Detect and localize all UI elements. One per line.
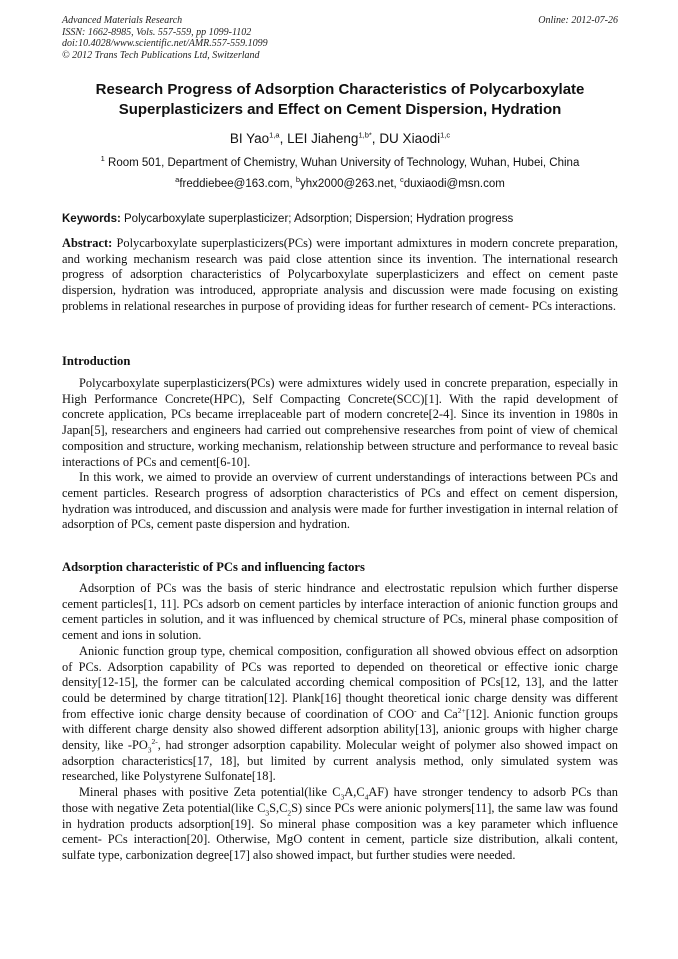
author-1-sup: 1,a [269, 130, 280, 140]
email-a[interactable]: freddiebee@163.com [179, 178, 290, 190]
running-header [62, 15, 618, 61]
adsorption-paragraph-3 [62, 785, 618, 864]
email-b[interactable]: yhx2000@263.net [300, 178, 394, 190]
author-1: BI Yao [229, 131, 270, 146]
journal-name: Advanced Materials Research [62, 15, 183, 26]
email-b-sup: b [295, 175, 301, 185]
adsorption-paragraph-2 [62, 644, 618, 785]
keywords-label: Keywords: [62, 213, 121, 225]
keywords-text: Polycarboxylate superplasticizer; Adsorption; Dispersion; Hydration progress [124, 213, 514, 225]
issn-line: ISSN: 1662-8985, Vols. 557-559, pp 1099-1102 [62, 26, 252, 38]
p3-part-b: A,C [344, 785, 365, 800]
doi-line: doi:10.4028/www.scientific.net/AMR.557-559.1099 [62, 38, 268, 49]
affiliation-text: Room 501, Department of Chemistry, Wuhan University of Technology, Wuhan, Hubei, China [108, 157, 580, 169]
p3-sub-3: 3 [265, 808, 270, 818]
p3-part-e: S) since PCs were anionic polymers[11], the same law was found in hydration products adsorption[19]. So mineral phase composition was a key parameter which influence cement- PCs interaction[20]. Otherwise, MgO content in cement, particle size distribution, alkali content, sulfate type, carbonization degree[17] also showed impact, but further studies were needed. [62, 800, 618, 862]
p2-sup-2: 2+ [457, 705, 466, 715]
affiliation-sup: 1 [100, 154, 105, 164]
intro-paragraph-1: Polycarboxylate superplasticizers(PCs) were admixtures widely used in concrete preparation, especially in High Performance Concrete(HPC), Self Compacting Concrete(SCC)[1]. With the rapid development of concrete application, PCs became irreplaceable part of modern concrete[2-4]. Since its invention in 1980s in Japan[5], researchers and engineers had carried out comprehensive researches from point of view of chemical composition and structure, working mechanism, relationship between structure and performance to reveal basic interactions of PCs and cement[6-10]. [62, 376, 618, 469]
title-line-2: Superplasticizers and Effect on Cement Dispersion, Hydration [118, 101, 562, 118]
intro-paragraph-2: In this work, we aimed to provide an overview of current understandings of interactions between PCs and cement particles. Research progress of adsorption characteristics of PCs and effect on cement dispersion, hydration was introduced, and discussion and analysis were made for further investigation in internal relation of adsorption of PCs, cement paste dispersion and hydration. [62, 470, 618, 532]
author-list: BI Yao$^{1,a}$, LEI Jiaheng$^{1,b*}$, DU Xiaodi$^{1,c}$ [229, 130, 451, 146]
author-2-sup: 1,b* [358, 130, 372, 140]
p3-part-d: S,C [269, 800, 288, 815]
paper-title [62, 80, 618, 120]
p2-sub-3: 3 [147, 745, 152, 755]
p3-sub-1: 3 [340, 792, 345, 802]
p2-part-a: Anionic function group type, chemical composition, configuration all showed obvious effect on adsorption of PCs. Adsorption capability of PCs was reported to depended on theoretical or effective ionic charge density[12-15], the former can be calculated according chemical composition of PCs[12, 13], and the latter could be determined by charge titration[12]. Plank[16] thought theoretical ionic charge density was different from effective ionic charge density because of coordination of COO [62, 643, 618, 721]
email-list: $^a$freddiebee@163.com, $^b$yhx2000@263.net, $^c$duxiaodi@msn.com [175, 175, 505, 190]
email-c-sup: c [399, 175, 404, 185]
affiliation [62, 154, 618, 169]
online-date: Online: 2012-07-26 [538, 15, 618, 26]
p2-part-d: , had stronger adsorption capability. Molecular weight of polymer also showed impact on adsorption characteristics[17, 18], but limited by current analysis method, only simulated system was researched, like Polystyrene Sulfonate[18]. [62, 738, 618, 784]
abstract [62, 236, 618, 315]
title-line-1: Research Progress of Adsorption Characteristics of Polycarboxylate [95, 81, 585, 98]
p3-part-a: Mineral phases with positive Zeta potential(like C [79, 785, 341, 800]
author-3-sup: 1,c [440, 130, 451, 140]
adsorption-paragraph-1: Adsorption of PCs was the basis of steric hindrance and electrostatic repulsion which further disperse cement particles[1, 11]. PCs adsorb on cement particles by interface interaction of anionic function groups and cement particles in solution, and it was influenced by chemical structure of PCs, mineral phase composition of cement and ions in solution. [62, 581, 618, 643]
adsorption-section [62, 581, 618, 864]
intro-section [62, 376, 618, 533]
p2-part-c: [12]. Anionic function groups with different charge density also showed different adsorption ability[13], anionic groups with higher charge density, like -PO [62, 706, 618, 753]
intro-heading: Introduction [62, 354, 131, 368]
adsorption-heading: Adsorption characteristic of PCs and influencing factors [62, 560, 365, 574]
p2-sup-1: - [414, 705, 417, 715]
p2-part-b: and Ca [416, 706, 458, 721]
author-2: LEI Jiaheng [287, 131, 359, 146]
p3-sub-2: 4 [364, 792, 369, 802]
abstract-text: Polycarboxylate superplasticizers(PCs) were important admixtures in modern concrete preparation, and working mechanism research was paid close attention since its invention. The international research progress of adsorption characteristics of Polycarboxylate superplasticizers and effect on cement paste dispersion, hydration was introduced, appropriate analysis and discussion were made focusing on existing problems in relational researches in purpose of providing ideas for further research of cement- PCs interactions. [62, 236, 618, 313]
p2-sup-3: 2- [151, 736, 158, 746]
email-a-sup: a [175, 175, 180, 185]
email-c[interactable]: duxiaodi@msn.com [403, 178, 505, 190]
abstract-label: Abstract: [62, 236, 113, 250]
copyright-line: © 2012 Trans Tech Publications Ltd, Switzerland [62, 49, 260, 61]
p3-sub-4: 2 [287, 808, 292, 818]
keywords [62, 213, 618, 225]
p3-part-c: AF) have stronger tendency to adsorb PCs than those with negative Zeta potential(like C [62, 785, 618, 815]
author-3: DU Xiaodi [379, 131, 441, 146]
